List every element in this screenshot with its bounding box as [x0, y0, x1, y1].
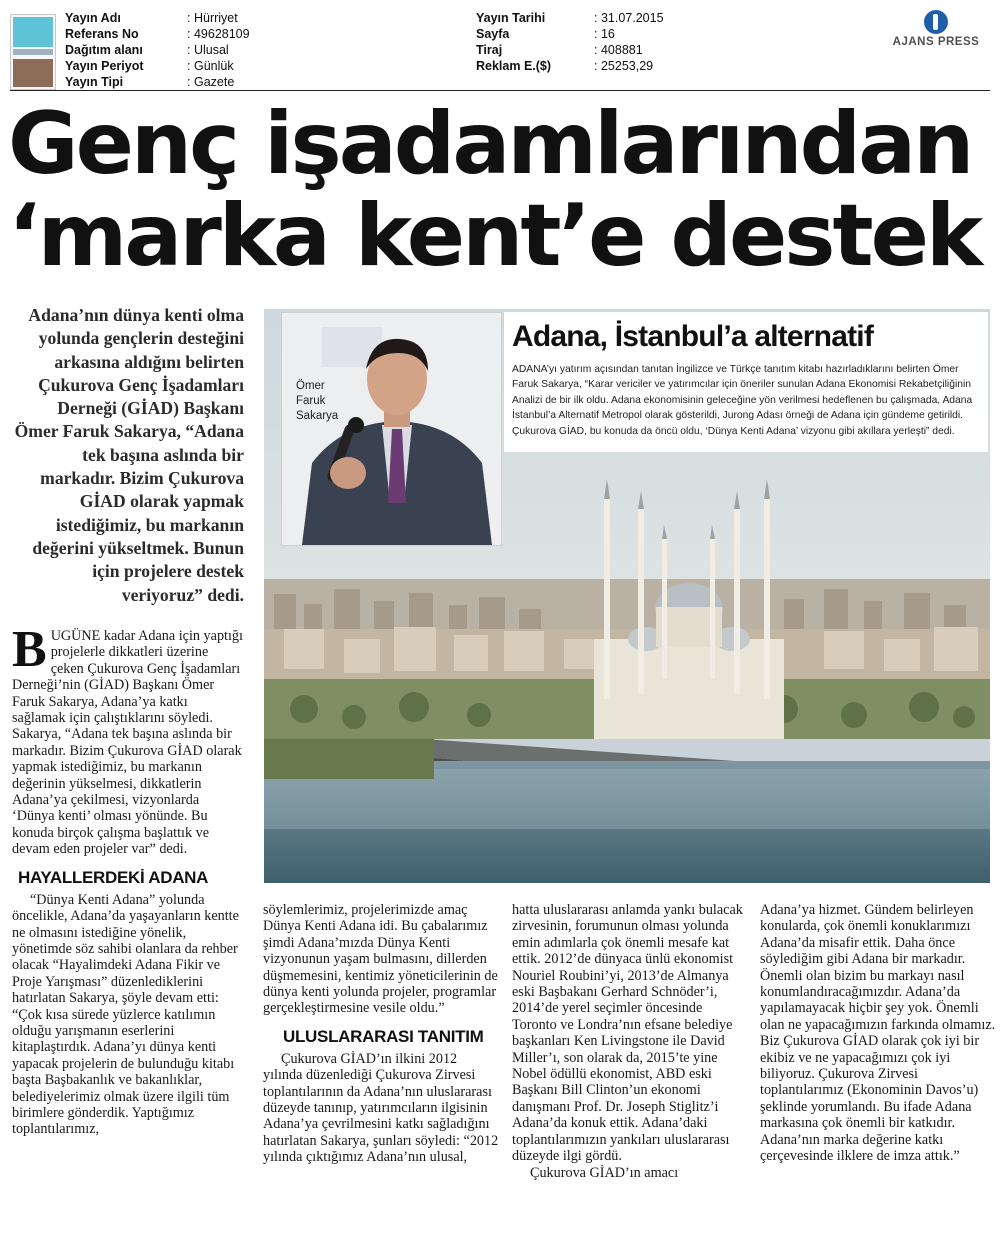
subhead-uluslararasi: ULUSLARARASI TANITIM [283, 1026, 484, 1046]
meta-label: Sayfa [476, 27, 510, 41]
meta-row [65, 42, 385, 58]
meta-row [476, 58, 756, 74]
meta-label: Yayın Adı [65, 11, 121, 25]
headline-line-1: Genç işadamlarından [8, 94, 972, 194]
page-thumbnail [10, 14, 56, 90]
intro-text: UGÜNE kadar Adana için yaptığı projelerle dikkatleri üzerine çeken Çukurova Genç İşadamları Derneği’nin (GİAD) Başkanı Ömer Faruk Sakarya, Adana’ya katkı sağlamak için çalıştıklarını söyledi. Sakarya, “Adana tek başına aslında bir markadır. Bizim Çukurova GİAD olarak yapmak istediğimiz, bu markanın değerinin yükselmesi, dikkatlerin Adana’ya çekilmesi, vizyonlarda ‘Dünya kenti’ olması yönünde. Bu konuda birçok çalışma başlattık ve devam eden projeler var” dedi. [12, 628, 243, 858]
meta-label: Yayın Tarihi [476, 11, 546, 25]
meta-row [65, 10, 385, 26]
headline-line-2: ‘marka kent’e destek [8, 186, 981, 286]
meta-label: Reklam E.($) [476, 59, 552, 73]
meta-value: : 25253,29 [594, 59, 654, 73]
metadata-right [476, 10, 756, 74]
subhead-hayallerdeki: HAYALLERDEKİ ADANA [18, 867, 209, 887]
column-4-paragraph: Adana’ya hizmet. Gündem belirleyen konularda, çok önemli konuklarımızı Adana’da misafir ettik. Daha önce söylediğim gibi Adana bir markadır. Önemli olan bizim bu markayı nasıl konumlandıracağımızdır. Adana’da yapılamayacak hiçbir şey yok. Önemli olan ne yapacağımızın farkında olmamız. Biz Çukurova GİAD olarak çok iyi bir ekibiz ve ne yapacağımızı çok iyi biliyoruz. Çukurova Zirvesi toplantılarımız (Ekonominin Davos’u) şeklinde yorumlandı. Bu ifade Adana markasına çok önemli bir katkıdır. Adana’nın marka değerine katkı çerçevesinde ilklere de imza attık.” [760, 902, 996, 1165]
drop-cap: B [12, 621, 47, 678]
caption-line: Ömer [296, 380, 325, 392]
intro-paragraph [12, 621, 244, 858]
meta-value: : Günlük [187, 59, 234, 73]
header-divider [10, 90, 990, 91]
column-2-paragraph: söylemlerimiz, projelerimizde amaç Dünya Kenti Adana idi. Bu çabalarımız şimdi Adana’mızda Dünya Kenti vizyonunun yaşam bulmasını, dillerden düşmemesini, kentimiz yöneticilerinin de dünya kenti yolunda projeler, programlar gerçekleştirmesine vesile oldu.” [263, 902, 498, 1017]
ajans-press-logo-icon [924, 10, 948, 34]
meta-value: : 49628109 [187, 27, 250, 41]
meta-value: : Gazete [187, 75, 235, 89]
meta-label: Tiraj [476, 43, 503, 57]
meta-label: Yayın Periyot [65, 59, 144, 73]
portrait-photo [281, 312, 502, 546]
meta-value: : 16 [594, 27, 615, 41]
ajans-press-logo [886, 10, 986, 50]
column-3-paragraph: Çukurova GİAD’ın amacı [530, 1164, 679, 1181]
meta-row [476, 10, 756, 26]
meta-row [65, 58, 385, 74]
metadata-left [65, 10, 385, 90]
article-column-3 [512, 902, 748, 1181]
meta-row [65, 26, 385, 42]
meta-value: : Hürriyet [187, 11, 238, 25]
portrait-caption [296, 379, 338, 424]
logo-text: AJANS PRESS [892, 36, 980, 48]
article-column-1 [12, 621, 244, 1138]
meta-label: Referans No [65, 27, 139, 41]
article-column-4 [760, 902, 996, 1165]
column-3-paragraph: hatta uluslararası anlamda yankı bulacak zirvesinin, forumunun olması yolunda emin adımlarla çok önemli mesafe kat ettik. 2012’de dünyaca ünlü ekonomist Nouriel Roubini’yi, 2013’de Almanya eski Başbakanı Gerhard Schnöder’i, 2014’de yerel seçimler öncesinde Toronto ve Londra’nın efsane belediye başkanları Ken Livingstone ile David Miller’ı, son olarak da, 2015’te yine Nobel ödüllü ekonomist, ABD eski Başkanı Bill Clinton’un ekonomi danışmanı Prof. Dr. Joseph Stiglitz’i Adana’da konuk ettik. Adana’daki toplantılarımızın yankıları uluslararası düzeyde ilgi gördü. [512, 902, 743, 1165]
article-column-2 [263, 902, 499, 1166]
caption-line: Faruk [296, 395, 326, 407]
column-2-paragraph: Çukurova GİAD’ın ilkini 2012 yılında düzenlediği Çukurova Zirvesi toplantılarının da Adana’nın uluslararası düzeyde tanınıp, yatırımcıların ilgisinin Adana’ya çevrilmesini katkı sağladığını hatırlatan Sakarya, şunları söyledi: “2012 yılında çıktığımız Adana’nın ulusal, [263, 1050, 499, 1166]
headline [8, 94, 992, 286]
caption-line: Sakarya [296, 410, 339, 422]
column-1-paragraph: “Dünya Kenti Adana” yolunda öncelikle, Adana’da yaşayanların kentte ne olmasını istediğine yönelik, yönetimde söz sahibi olanlara da rehber olacak “Hayalimdeki Adana Fikir ve Proje Yarışması” düzenlediklerini hatırlatan Sakarya, şöyle devam etti: “Çok kısa sürede yüzlerce katılımın olduğu yarışmanın eserlerini kitaplaştırdık. Adana’yı dünya kenti yapacak projelerin de bulunduğu kitabı başta Başbakanlık ve bakanlıklar, belediyelerimiz olmak üzere ilgili tüm birimlere gönderdik. Yaptığımız toplantılarımız, [12, 891, 239, 1138]
portrait-illustration [282, 313, 501, 545]
meta-row [476, 42, 756, 58]
meta-value: : Ulusal [187, 43, 229, 57]
sidebar-title: Adana, İstanbul’a alternatif [512, 320, 874, 353]
sidebar-text: ADANA’yı yatırım açısından tanıtan İngilizce ve Türkçe tanıtım kitabı hazırladıklarını belirten Ömer Faruk Sakarya, “Karar vericiler ve yatırımcılar için öneriler sunulan Adana Ekonomisi Rekabetçiliğinin Analizi de bir ilk oldu. Adana ekonomisinin geleceğine yön verilmesi hedeflenen bu çalışmada, Adana İstanbul’a Alternatif Metropol olarak gösterildi, Jurong Adası örneği de Adana için gündeme getirildi. Çukurova GİAD, bu konuda da öncü oldu, ‘Dünya Kenti Adana’ vizyonu gibi akıllara yerleşti” dedi. [512, 364, 973, 437]
meta-row [476, 26, 756, 42]
meta-value: : 31.07.2015 [594, 11, 664, 25]
sidebar-box [504, 312, 988, 452]
meta-label: Dağıtım alanı [65, 43, 143, 57]
article-lead: Adana’nın dünya kenti olma yolunda gençlerin desteğini arkasına aldığını belirten Çukurova Genç İşadamları Derneği (GİAD) Başkanı Ömer Faruk Sakarya, “Adana tek başına aslında bir markadır. Bizim Çukurova GİAD olarak yapmak istediğimiz, bu markanın değerini yükseltmek. Bunun için projelere destek veriyoruz” dedi. [14, 305, 244, 605]
meta-value: : 408881 [594, 43, 643, 57]
meta-row [65, 74, 385, 90]
meta-label: Yayın Tipi [65, 75, 124, 89]
